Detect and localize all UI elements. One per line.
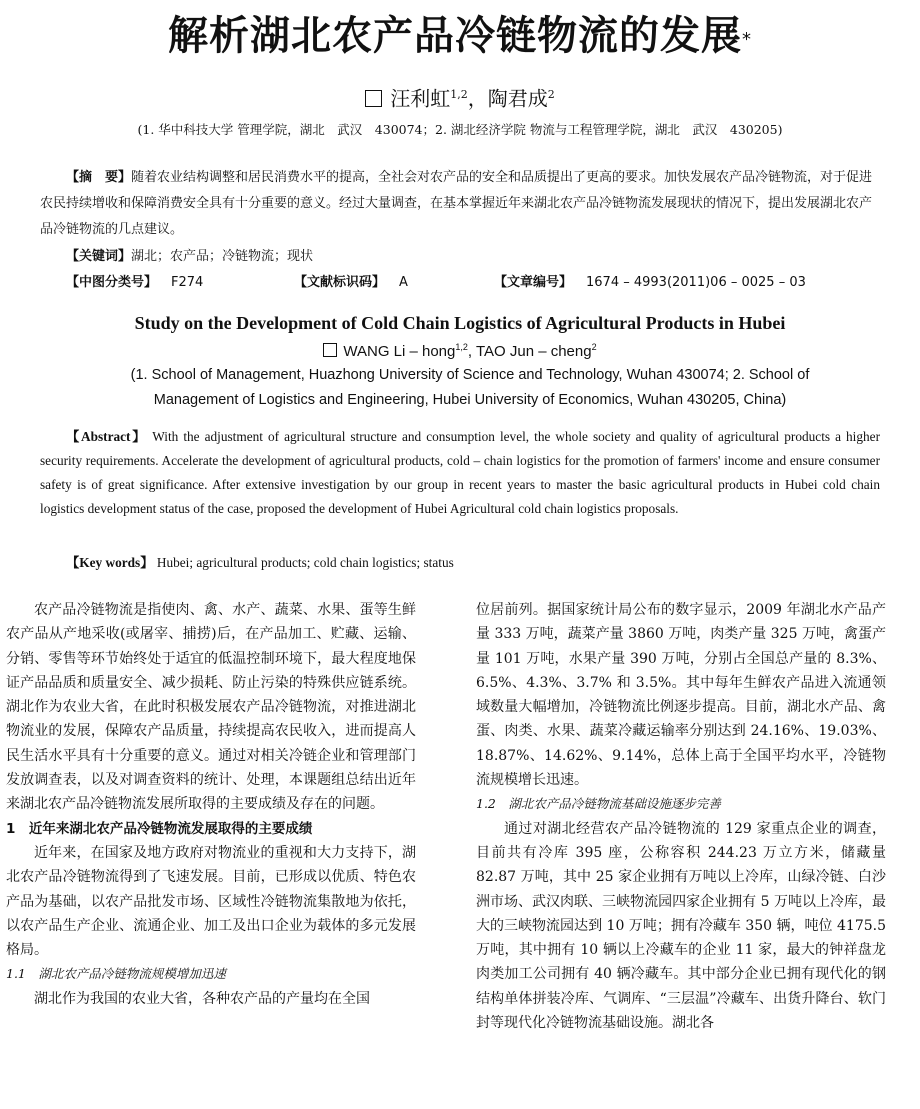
english-author-1: WANG Li – hong [343,343,456,360]
doc-label: 【文献标识码】 [294,275,386,290]
english-abstract [40,425,880,521]
doc-code [294,272,408,294]
subsection-heading-1-2: 1.2 湖北农产品冷链物流基础设施逐步完善 [476,796,721,812]
paper-title [0,8,920,64]
keywords-cn-label: 【关键词】 [66,249,132,264]
title-text: 解析湖北农产品冷链物流的发展 [168,13,742,59]
title-footnote-mark: * [742,29,752,50]
english-author-1-affil: 1,2 [455,342,468,352]
body-column-right [476,598,886,1035]
english-author-line [0,336,920,363]
section-heading-1: 1 近年来湖北农产品冷链物流发展取得的主要成绩 [6,820,313,837]
english-abstract-text: With the adjustment of agricultural structure and consumption level, the whole society and quality of agricultural products a higher security requirements. Accelerate the development of agricultural products, cold – chain logistics for the promotion of farmers' income and ensure consumer safety is of great significance. After extensive investigation by our group in recent years to master the basic agricultural products in Hubei cold chain logistics development status of the case, proposed the development of Hubei Agricultural cold chain logistics proposals. [40,429,881,516]
body-column-left [6,598,416,1011]
english-keywords-label: 【Key words】 [66,555,154,570]
abstract-cn [40,165,880,243]
english-abstract-label: 【Abstract】 [66,429,148,444]
english-author-separator: , [467,343,476,360]
doc-value: A [399,275,408,290]
abstract-cn-text: 随着农业结构调整和居民消费水平的提高，全社会对农产品的安全和品质提出了更高的要求。加快发展农产品冷链物流，对于促进农民持续增收和保障消费安全具有十分重要的意义。经过大量调查，在基本掌握近年来湖北农产品冷链物流发展现状的情况下，提出发展湖北农产品冷链物流的几点建议。 [40,170,873,237]
abstract-cn-label: 【摘 要】 [66,170,132,185]
author-line [0,80,920,114]
subsection-1-1-paragraph-cont: 位居前列。据国家统计局公布的数字显示，2009 年湖北水产品产量 333 万吨，蔬菜产量 3860 万吨，肉类产量 325 万吨，禽蛋产量 101 万吨，水果产量 390 万吨，分别占全国总产量的 8.3%、6.5%、4.3%、3.7% 和 3.5%。其中每年生鲜农产品进入流通领域数量大幅增加，冷链物流比例逐步提高。目前，湖北水产品、禽蛋、肉类、水果、蔬菜冷藏运输率分别达到 24.16%、19.03%、18.87%、14.62%、9.14%，总体上高于全国平均水平，冷链物流规模增长迅速。 [476,602,886,789]
author-separator: ， [467,86,488,111]
checkbox-square-icon [323,343,337,357]
english-affiliation: (1. School of Management, Huazhong University of Science and Technology, Wuhan 430074; 2. School of Management of Logistics and Engineering, Hubei University of Economics, Wuhan 430205, China) [130,367,810,408]
section-1-paragraph: 近年来，在国家及地方政府对物流业的重视和大力支持下，湖北农产品冷链物流得到了飞速发展。目前，已形成以优质、特色农产品为基础，以农产品批发市场、区域性冷链物流集散地为依托，以农产品生产企业、流通企业、加工及出口企业为载体的多元发展格局。 [6,844,416,959]
subsection-1-2-paragraph: 通过对湖北经营农产品冷链物流的 129 家重点企业的调查，目前共有冷库 395 座，公称容积 244.23 万立方米，储藏量 82.87 万吨，其中 25 家企业拥有万吨以上冷库，山绿冷链、白沙洲市场、武汉肉联、三峡物流园四家企业拥有 5 万吨以上冷库，最大的三峡物流园达到 10 万吨；拥有冷藏车 350 辆，吨位 4175.5 万吨，其中拥有 10 辆以上冷藏车的企业 11 家，最大的钟祥盘龙肉类加工公司拥有 40 辆冷藏车。其中部分企业已拥有现代化的钢结构单体拼装冷库、气调库、“三层温”冷藏车、出货升降台、软门封等现代化冷链物流基础设施。湖北各 [476,820,886,1032]
author-1: 汪利虹 [390,86,451,111]
clc-value: F274 [171,275,204,290]
affiliation-cn: (1. 华中科技大学 管理学院，湖北 武汉 430074；2. 湖北经济学院 物流与工程管理学院，湖北 武汉 430205) [137,122,783,137]
english-title: Study on the Development of Cold Chain Logistics of Agricultural Products in Hubei [134,313,786,333]
keywords-cn [66,246,886,268]
english-author-2-affil: 2 [591,342,597,352]
english-keywords-text: Hubei; agricultural products; cold chain logistics; status [156,555,454,570]
article-value: 1674 – 4993(2011)06 – 0025 – 03 [586,275,806,290]
author-1-affil: 1,2 [450,88,468,101]
english-keywords [66,551,886,575]
intro-paragraph: 农产品冷链物流是指使肉、禽、水产、蔬菜、水果、蛋等生鲜农产品从产地采收(或屠宰、捕捞)后，在产品加工、贮藏、运输、分销、零售等环节始终处于适宜的低温控制环境下，最大程度地保证产品品质和质量安全、减少损耗、防止污染的特殊供应链系统。湖北作为农业大省，在此时积极发展农产品冷链物流，对推进湖北物流业的发展，保障农产品质量，持续提高农民收入，进而提高人民生活水平具有十分重要的意义。通过对相关冷链企业和管理部门发放调查表，以及对调查资料的统计、处理，本课题组总结出近年来湖北农产品冷链物流发展所取得的主要成绩及存在的问题。 [6,602,416,813]
english-author-2: TAO Jun – cheng [475,343,592,360]
checkbox-square-icon [365,90,382,107]
keywords-cn-text: 湖北；农产品；冷链物流；现状 [131,249,314,264]
clc-label: 【中图分类号】 [66,275,158,290]
subsection-heading-1-1: 1.1 湖北农产品冷链物流规模增加迅速 [6,966,226,982]
author-2-affil: 2 [547,88,555,101]
author-2: 陶君成 [487,86,548,111]
clc-number [66,272,203,294]
article-label: 【文章编号】 [494,275,573,290]
article-number [494,272,806,294]
subsection-1-1-paragraph-start: 湖北作为我国的农业大省，各种农产品的产量均在全国 [34,990,370,1007]
